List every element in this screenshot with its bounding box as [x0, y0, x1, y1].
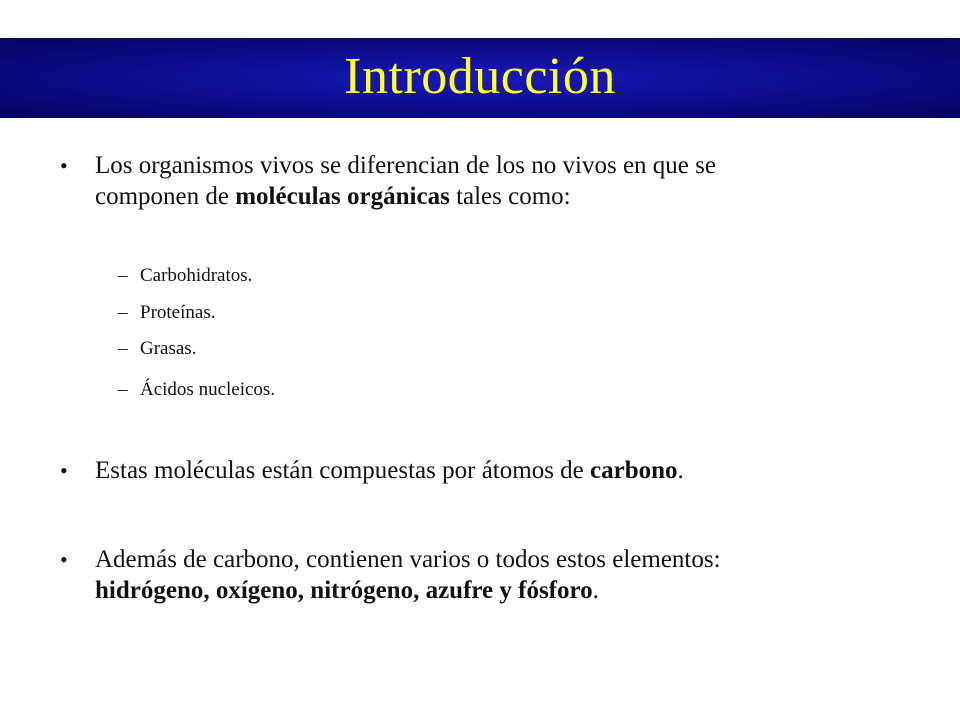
bullet-glyph: •: [60, 547, 68, 572]
bullet-elements-end: .: [592, 577, 599, 604]
bullet-glyph: •: [60, 458, 68, 483]
dash-glyph: –: [118, 302, 128, 323]
bullet-carbon-end: .: [677, 457, 684, 484]
bullet-elements-line1: Además de carbono, contienen varios o todos estos elementos:: [95, 546, 721, 573]
bullet-organisms-line2-start: componen de: [95, 183, 236, 210]
bullet-carbon-bold: carbono: [590, 457, 678, 484]
list-item-label: Grasas.: [140, 338, 197, 359]
dash-glyph: –: [118, 379, 128, 400]
slide-title: Introducción: [344, 48, 616, 105]
list-item-label: Proteínas.: [140, 302, 216, 323]
bullet-organisms-bold: moléculas orgánicas: [235, 183, 450, 210]
bullet-carbon-start: Estas moléculas están compuestas por átomos de: [95, 457, 591, 484]
bullet-elements-text: [95, 544, 925, 606]
bullet-carbon-text: [95, 455, 925, 486]
bullet-organisms-line2-end: tales como:: [449, 183, 571, 210]
bullet-elements-bold: hidrógeno, oxígeno, nitrógeno, azufre y fósforo: [95, 577, 593, 604]
list-item-label: Ácidos nucleicos.: [140, 379, 276, 400]
list-item-label: Carbohidratos.: [140, 265, 253, 286]
dash-glyph: –: [118, 265, 128, 286]
bullet-organisms-line1: Los organismos vivos se diferencian de los no vivos en que se: [95, 152, 716, 179]
bullet-glyph: •: [60, 153, 68, 178]
bullet-organisms-text: [95, 150, 925, 212]
title-band: [0, 38, 960, 118]
dash-glyph: –: [118, 338, 128, 359]
